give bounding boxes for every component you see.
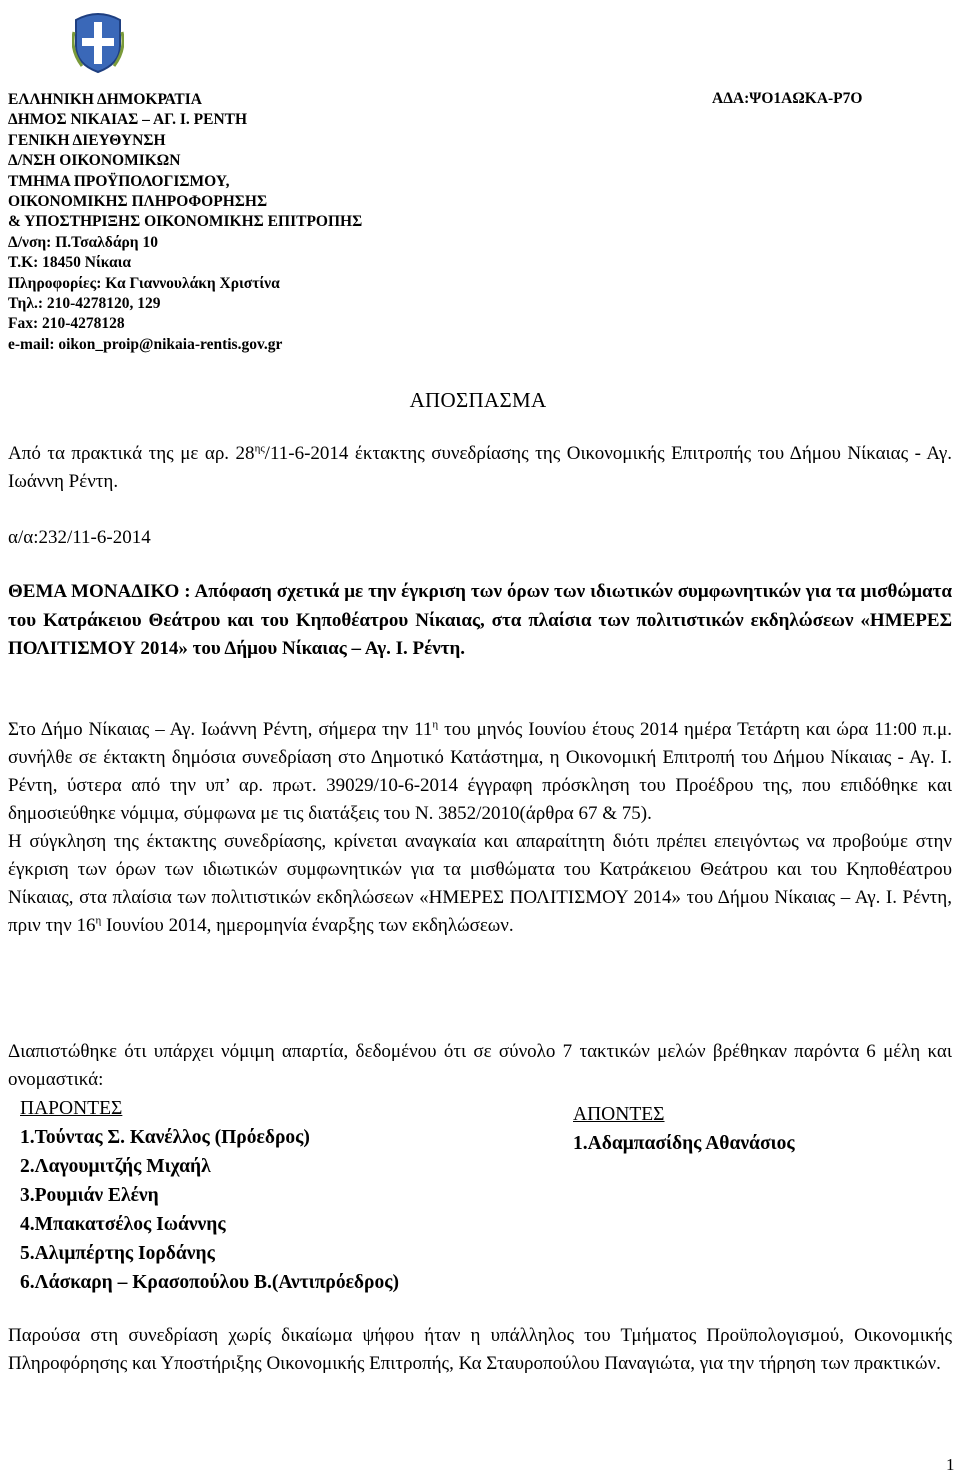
header-line: Δ/ΝΣΗ ΟΙΚΟΝΟΜΙΚΩΝ [8,152,181,170]
header-line: ΓΕΝΙΚΗ ΔΙΕΥΘΥΝΣΗ [8,131,166,149]
session-superscript: η [432,718,439,731]
subject-paragraph: ΘΕΜΑ ΜΟΝΑΔΙΚΟ : Απόφαση σχετικά με την έγκριση των όρων των ιδιωτικών συμφωνητικών για τα μισθώματα του Κατράκειου Θεάτρου και του Κηποθέατρου Νίκαιας, στα πλαίσια των πολιτιστικών εκδηλώσεων «ΗΜΕΡΕΣ ΠΟΛΙΤΙΣΜΟΥ 2014» του Δήμου Νίκαιας – Αγ. Ι. Ρέντη. [8,581,952,659]
present-heading: ΠΑΡΟΝΤΕΣ [20,1098,123,1119]
urgency-text-d: Ιουνίου 2014, ημερομηνία έναρξης των εκδηλώσεων. [101,915,514,936]
header-line: Τηλ.: 210-4278120, 129 [8,295,161,313]
document-title: ΑΠΟΣΠΑΣΜΑ [409,388,547,412]
session-text-a: Στο Δήμο Νίκαιας – Αγ. Ιωάννη Ρέντη, σήμερα την 11 [8,719,433,740]
member-item: 4.Μπακατσέλος Ιωάννης [20,1214,226,1235]
decision-number: α/α:232/11-6-2014 [8,527,151,548]
urgency-text-c: Η σύγκληση της έκτακτης συνεδρίασης, κρίνεται αναγκαία και απαραίτητη διότι πρέπει επειγόντως να προβούμε στην έγκριση των όρων των ιδιωτικών συμφωνητικών για τα μισθώματα του Κατράκειου Θεάτρου και του Κηποθέατρου Νίκαιας, στα πλαίσια των πολιτιστικών εκδηλώσεων «ΗΜΕΡΕΣ ΠΟΛΙΤΙΣΜΟΥ 2014» του Δήμου Νίκαιας – Αγ. Ι. Ρέντη, πριν την 16 [8,831,952,936]
closing-paragraph: Παρούσα στη συνεδρίαση χωρίς δικαίωμα ψήφου ήταν η υπάλληλος του Τμήματος Προϋπολογισμού, Οικονομικής Πληροφόρησης και Υποστήριξης Οικονομικής Επιτροπής, Κα Σταυροπούλου Παναγιώτα, για την τήρηση των πρακτικών. [8,1325,952,1374]
ada-code: ΑΔΑ:ΨΟ1ΑΩΚΑ-Ρ7Ο [712,90,863,107]
page-number: 1 [946,1455,955,1474]
header-line: Fax: 210-4278128 [8,315,125,333]
member-item: 2.Λαγουμιτζής Μιχαήλ [20,1156,211,1177]
intro-text-after: /11-6-2014 έκτακτης συνεδρίασης της Οικονομικής Επιτροπής του Δήμου Νίκαιας - Αγ. Ιωάννη Ρέντη. [8,443,952,492]
member-item: 5.Αλιμπέρτης Ιορδάνης [20,1243,215,1264]
header-line: & ΥΠΟΣΤΗΡΙΞΗΣ ΟΙΚΟΝΟΜΙΚΗΣ ΕΠΙΤΡΟΠΗΣ [8,213,363,231]
issuer-header [8,90,362,355]
header-line: ΟΙΚΟΝΟΜΙΚΗΣ ΠΛΗΡΟΦΟΡΗΣΗΣ [8,193,268,211]
header-line: ΔΗΜΟΣ ΝΙΚΑΙΑΣ – ΑΓ. Ι. ΡΕΝΤΗ [8,111,248,129]
intro-paragraph [8,440,952,496]
member-item: 1.Τούντας Σ. Κανέλλος (Πρόεδρος) [20,1127,310,1148]
header-line: Δ/νση: Π.Τσαλδάρη 10 [8,233,158,251]
member-item: 1.Αδαμπασίδης Αθανάσιος [573,1133,795,1154]
header-line: ΕΛΛΗΝΙΚΗ ΔΗΜΟΚΡΑΤΙΑ [8,91,202,108]
session-text [8,716,952,828]
member-item: 6.Λάσκαρη – Κρασοπούλου Β.(Αντιπρόεδρος) [20,1272,399,1293]
absent-heading: ΑΠΟΝΤΕΣ [573,1104,665,1125]
header-line: Πληροφορίες: Κα Γιαννουλάκη Χριστίνα [8,274,280,292]
header-line: ΤΜΗΜΑ ΠΡΟΫΠΟΛΟΓΙΣΜΟΥ, [8,172,230,190]
urgency-text [8,828,952,940]
session-paragraph [8,716,952,940]
quorum-paragraph: Διαπιστώθηκε ότι υπάρχει νόμιμη απαρτία, δεδομένου ότι σε σύνολο 7 τακτικών μελών βρέθηκαν παρόντα 6 μέλη και ονομαστικά: [8,1041,952,1090]
greek-republic-emblem-icon [72,10,124,74]
intro-text-before: Από τα πρακτικά της με αρ. 28 [8,443,255,464]
present-members-list [20,1094,399,1297]
absent-members-list [573,1100,795,1158]
intro-superscript: ης [254,442,265,455]
header-line: Τ.Κ: 18450 Νίκαια [8,254,132,272]
session-text-b: του μηνός Ιουνίου έτους 2014 ημέρα Τετάρτη και ώρα 11:00 π.μ. συνήλθε σε έκτακτη δημόσια συνεδρίαση στο Δημοτικό Κατάστημα, η Οικονομική Επιτροπή του Δήμου Νίκαιας - Αγ. Ι. Ρέντη, ύστερα από την υπ’ αρ. πρωτ. 39029/10-6-2014 έγγραφη πρόσκληση του Προέδρου της, που επιδόθηκε και δημοσιεύθηκε νόμιμα, σύμφωνα με τις διατάξεις του Ν. 3852/2010(άρθρα 67 & 75). [8,719,952,824]
member-item: 3.Ρουμιάν Ελένη [20,1185,159,1206]
urgency-superscript: η [95,914,102,927]
header-line: e-mail: oikon_proip@nikaia-rentis.gov.gr [8,335,283,353]
